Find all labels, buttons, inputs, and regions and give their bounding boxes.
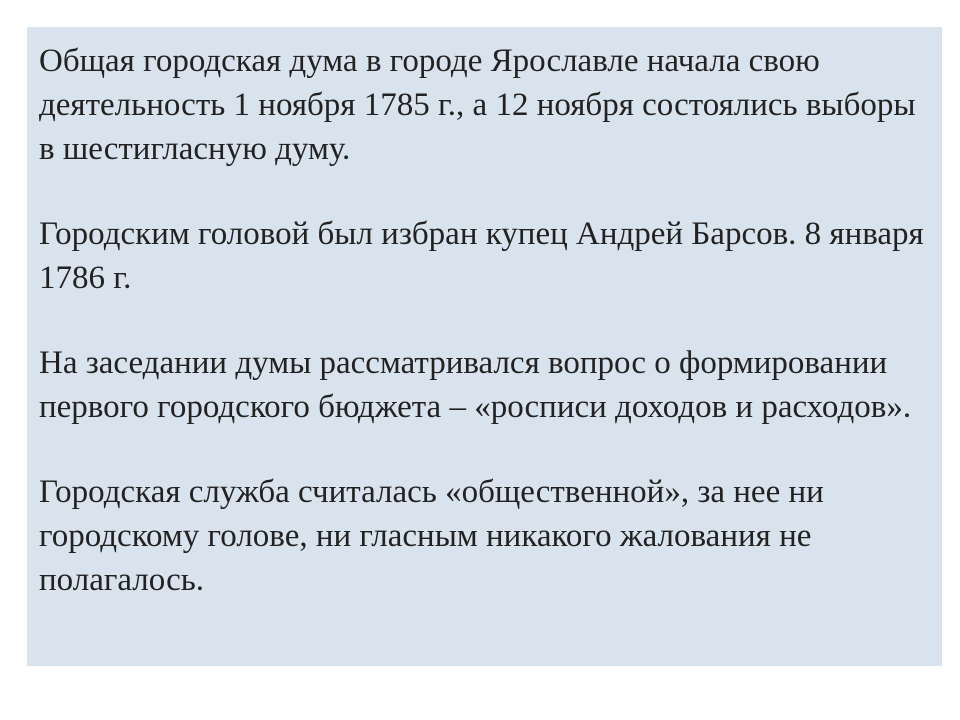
paragraph-budget-meeting: На заседании думы рассматривался вопрос о формировании первого городского бюджета – «росписи доходов и расходов».: [39, 345, 912, 425]
slide-text-panel: [27, 27, 942, 666]
paragraph-mayor-elected: Городским головой был избран купец Андрей Барсов. 8 января 1786 г.: [39, 216, 924, 296]
paragraph-duma-start: Общая городская дума в городе Ярославле начала свою деятельность 1 ноября 1785 г., а 12 ноября состоялись выборы в шестигласную думу.: [39, 43, 916, 167]
paragraph-public-service: Городская служба считалась «общественной», за нее ни городскому голове, ни гласным никакого жалования не полагалось.: [39, 474, 824, 598]
